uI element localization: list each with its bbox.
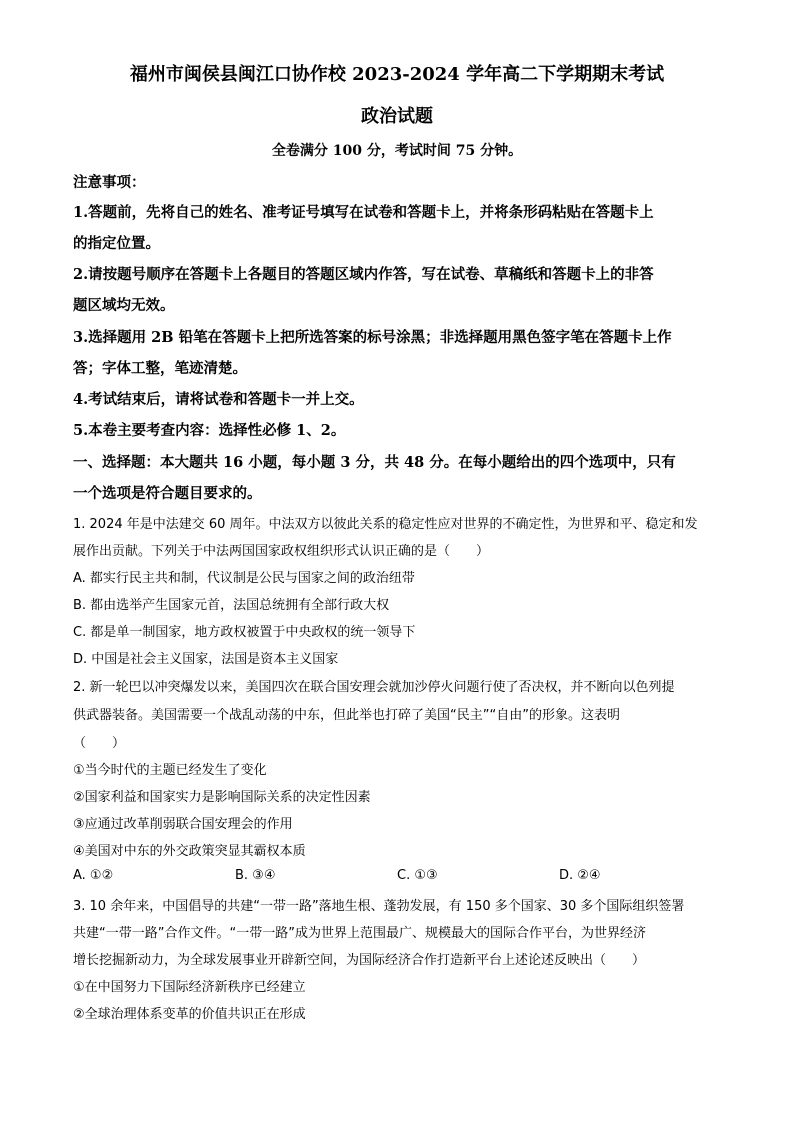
question-2-option-b: B. ③④ xyxy=(235,868,276,883)
question-2-item: ②国家利益和国家实力是影响国际关系的决定性因素 xyxy=(73,790,371,805)
note-line: 3.选择题用 2B 铅笔在答题卡上把所选答案的标号涂黑；非选择题用黑色签字笔在答题卡上作 xyxy=(73,329,672,346)
section-heading: 一个选项是符合题目要求的。 xyxy=(73,485,262,502)
subject-title: 政治试题 xyxy=(361,106,433,127)
question-1-stem: 1. 2024 年是中法建交 60 周年。中法双方以彼此关系的稳定性应对世界的不确定性，为世界和平、稳定和发 xyxy=(73,517,698,532)
question-1-option-d: D. 中国是社会主义国家，法国是资本主义国家 xyxy=(73,652,339,667)
question-3-item: ①在中国努力下国际经济新秩序已经建立 xyxy=(73,980,306,995)
notes-heading: 注意事项： xyxy=(73,174,146,191)
note-line: 2.请按题号顺序在答题卡上各题目的答题区域内作答，写在试卷、草稿纸和答题卡上的非答 xyxy=(73,266,654,283)
question-3-stem: 共建“一带一路”合作文件。“一带一路”成为世界上范围最广、规模最大的国际合作平台，为世界经济 xyxy=(73,926,646,941)
note-line: 题区域均无效。 xyxy=(73,297,175,314)
note-line: 4.考试结束后，请将试卷和答题卡一并上交。 xyxy=(73,391,364,408)
question-2-item: ④美国对中东的外交政策突显其霸权本质 xyxy=(73,844,306,859)
question-3-item: ②全球治理体系变革的价值共识正在形成 xyxy=(73,1007,306,1022)
question-2-options xyxy=(73,868,723,888)
question-2-item: ③应通过改革削弱联合国安理会的作用 xyxy=(73,817,293,832)
note-line: 答；字体工整，笔迹清楚。 xyxy=(73,360,247,377)
question-2-stem: 供武器装备。美国需要一个战乱动荡的中东，但此举也打碎了美国“民主”“自由”的形象。这表明 xyxy=(73,708,620,723)
question-2-option-c: C. ①③ xyxy=(397,868,438,883)
question-3-stem: 增长挖掘新动力，为全球发展事业开辟新空间，为国际经济合作打造新平台上述论述反映出（ ） xyxy=(73,953,646,968)
question-2-stem: 2. 新一轮巴以冲突爆发以来，美国四次在联合国安理会就加沙停火问题行使了否决权，并不断向以色列提 xyxy=(73,680,675,695)
note-line: 1.答题前，先将自己的姓名、准考证号填写在试卷和答题卡上，并将条形码粘贴在答题卡上 xyxy=(73,204,654,221)
question-1-option-c: C. 都是单一制国家，地方政权被置于中央政权的统一领导下 xyxy=(73,625,416,640)
question-1-option-b: B. 都由选举产生国家元首，法国总统拥有全部行政大权 xyxy=(73,598,390,613)
question-1-option-a: A. 都实行民主共和制，代议制是公民与国家之间的政治纽带 xyxy=(73,571,415,586)
exam-info: 全卷满分 100 分，考试时间 75 分钟。 xyxy=(271,143,523,159)
note-line: 5.本卷主要考查内容：选择性必修 1、2。 xyxy=(73,422,346,439)
question-2-stem: （ ） xyxy=(73,736,126,751)
question-2-option-d: D. ②④ xyxy=(559,868,601,883)
question-3-stem: 3. 10 余年来，中国倡导的共建“一带一路”落地生根、蓬勃发展，有 150 多个国家、30 多个国际组织签署 xyxy=(73,899,685,914)
question-2-item: ①当今时代的主题已经发生了变化 xyxy=(73,763,267,778)
note-line: 的指定位置。 xyxy=(73,235,160,252)
section-heading: 一、选择题：本大题共 16 小题，每小题 3 分，共 48 分。在每小题给出的四个选项中，只有 xyxy=(73,454,676,471)
question-1-stem: 展作出贡献。下列关于中法两国国家政权组织形式认识正确的是（ ） xyxy=(73,544,490,559)
exam-title: 福州市闽侯县闽江口协作校 2023-2024 学年高二下学期期末考试 xyxy=(129,64,665,85)
question-2-option-a: A. ①② xyxy=(73,868,114,883)
